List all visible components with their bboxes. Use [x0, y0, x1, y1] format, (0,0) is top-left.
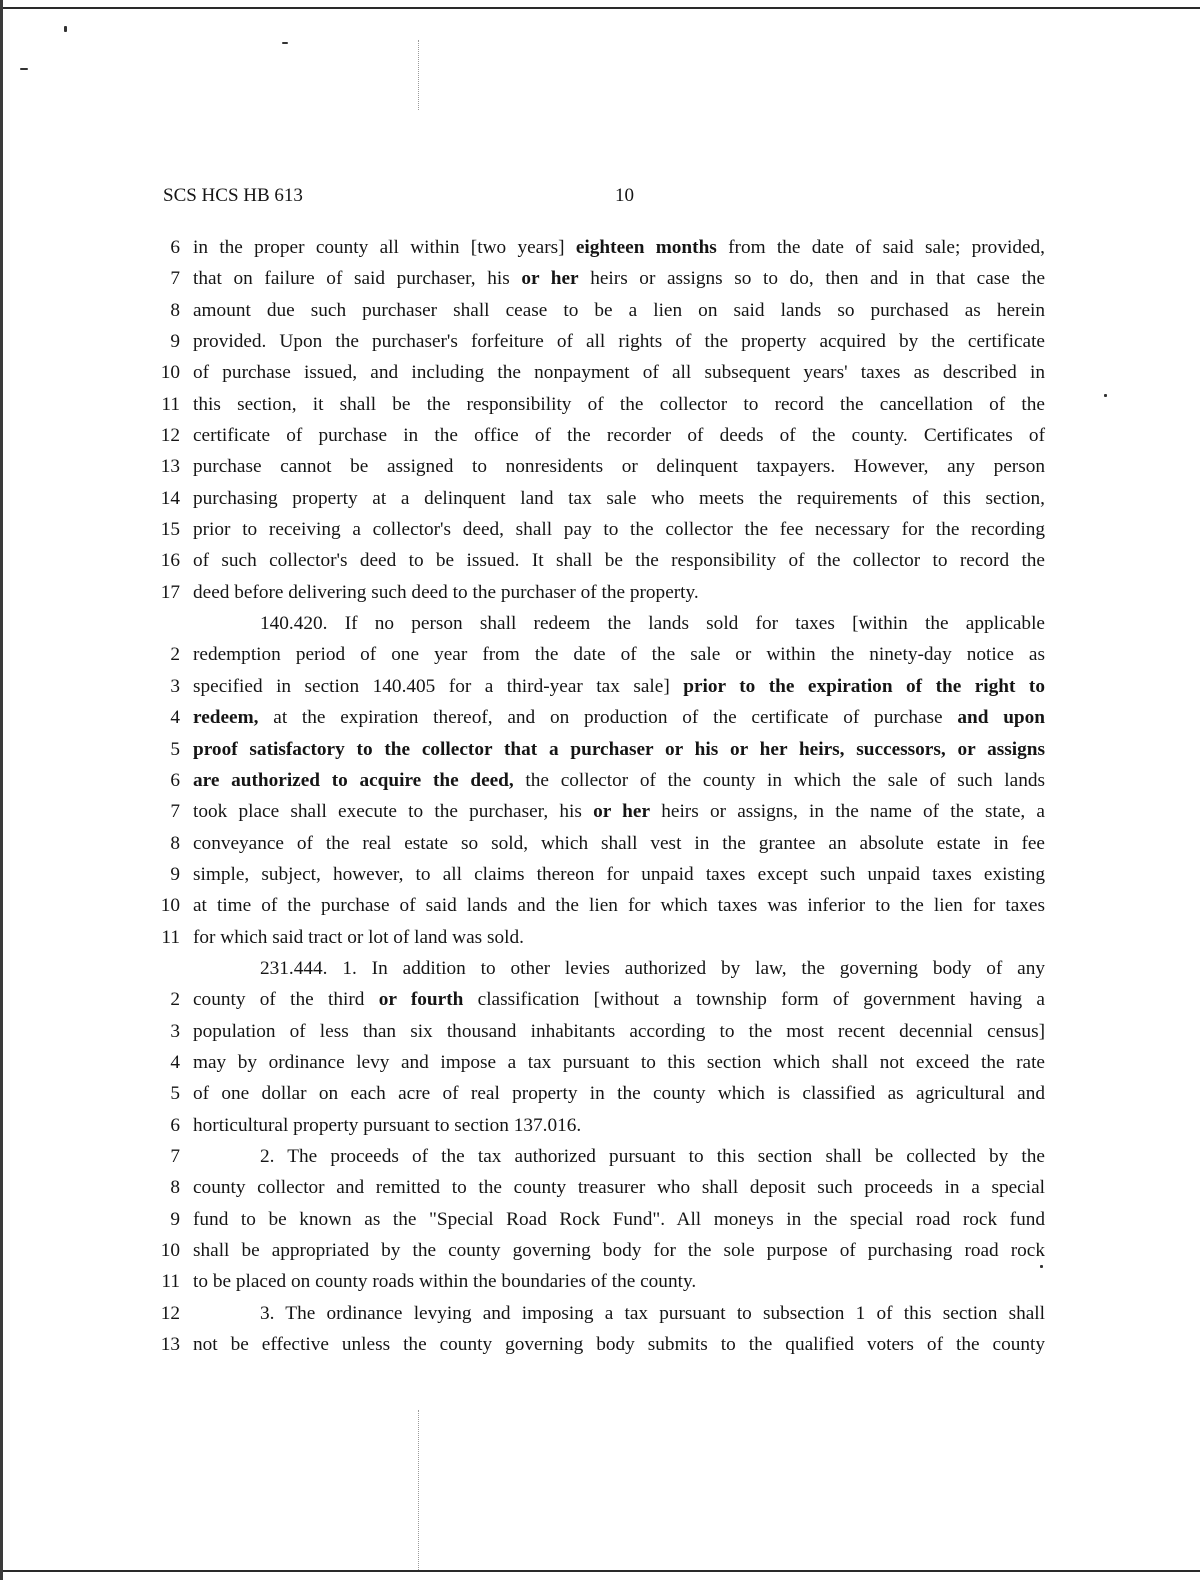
- line-number: 5: [170, 1083, 180, 1105]
- amended-text: prior to the expiration of the right to: [683, 675, 1045, 697]
- statute-text: from the date of said sale; provided,: [716, 237, 1045, 258]
- line-number: 12: [160, 1302, 180, 1324]
- scan-border-left: [0, 0, 3, 1580]
- statute-text: simple, subject, however, to all claims thereon for unpaid taxes except such unpaid taxes existing: [193, 863, 1045, 885]
- line-text: [193, 389, 1045, 420]
- line-text: [193, 1016, 1045, 1047]
- bill-line: [150, 232, 1045, 263]
- statute-text: the collector of the county in which the sale of such lands: [513, 769, 1045, 791]
- bill-line: [150, 420, 1045, 451]
- line-number: 7: [170, 268, 180, 290]
- statute-text: specified in section 140.405 for a third-year tax sale]: [193, 675, 684, 697]
- bill-line: [150, 451, 1045, 482]
- bill-line: [150, 1329, 1045, 1360]
- scan-fold-line: [418, 1410, 419, 1570]
- statute-text: shall be appropriated by the county governing body for the sole purpose of purchasing road rock: [193, 1240, 1045, 1261]
- bill-line: [150, 828, 1045, 859]
- statute-text: of purchase issued, and including the nonpayment of all subsequent years' taxes as described in: [193, 362, 1045, 384]
- amended-text: redeem,: [193, 707, 259, 729]
- statute-text: redemption period of one year from the date of the sale or within the ninety-day notice as: [193, 644, 1045, 666]
- line-text: [193, 1329, 1045, 1360]
- line-text: [193, 295, 1045, 326]
- statute-text: 231.444. 1. In addition to other levies authorized by law, the governing body of any: [260, 957, 1045, 979]
- line-number: 4: [170, 1051, 180, 1073]
- amended-text: or her: [521, 268, 579, 290]
- line-number: 9: [170, 1208, 180, 1230]
- line-number: 7: [170, 801, 180, 823]
- line-number: 6: [170, 1114, 180, 1136]
- line-text: [193, 263, 1045, 294]
- bill-line: [150, 357, 1045, 388]
- statute-text: at time of the purchase of said lands and the lien for which taxes was inferior to the lien for taxes: [193, 895, 1045, 917]
- statute-text: 140.420. If no person shall redeem the lands sold for taxes [within the applicable: [260, 613, 1045, 635]
- bill-line: [150, 1266, 1045, 1297]
- line-text: [193, 1204, 1045, 1235]
- amended-text: or her: [593, 801, 651, 823]
- statute-text: at the expiration thereof, and on production of the certificate of purchase: [258, 707, 958, 729]
- line-number: 17: [160, 581, 180, 603]
- line-text: [193, 420, 1045, 451]
- line-text: [193, 796, 1045, 827]
- line-number: 8: [170, 299, 180, 321]
- line-number: 10: [160, 362, 180, 384]
- bill-line: [150, 577, 1045, 608]
- statute-text: conveyance of the real estate so sold, which shall vest in the grantee an absolute estate in fee: [193, 832, 1045, 854]
- statute-text: population of less than six thousand inhabitants according to the most recent decennial census]: [193, 1020, 1045, 1042]
- statute-text: may by ordinance levy and impose a tax pursuant to this section which shall not exceed the rate: [193, 1051, 1045, 1073]
- scan-speck: [20, 68, 28, 70]
- line-number: 10: [160, 895, 180, 917]
- line-text: [193, 671, 1045, 702]
- line-text: [193, 702, 1045, 733]
- line-number: 2: [170, 989, 180, 1011]
- line-text: [193, 326, 1045, 357]
- bill-line: [150, 1204, 1045, 1235]
- bill-line: [150, 389, 1045, 420]
- page-number: 10: [615, 185, 634, 206]
- line-number: 8: [170, 1177, 180, 1199]
- line-text: [260, 608, 1045, 639]
- statute-text: for which said tract or lot of land was sold.: [193, 926, 524, 948]
- line-number: 14: [160, 487, 180, 509]
- statute-text: 3. The ordinance levying and imposing a tax pursuant to subsection 1 of this section shall: [260, 1302, 1045, 1324]
- line-number: 9: [170, 331, 180, 353]
- statute-text: classification [without a township form of government having a: [463, 989, 1045, 1011]
- line-number: 10: [160, 1240, 180, 1261]
- bill-line: [150, 734, 1045, 765]
- line-number: 3: [170, 675, 180, 697]
- line-number: 5: [170, 738, 180, 760]
- line-number: 11: [161, 393, 180, 415]
- bill-line: [150, 1172, 1045, 1203]
- statute-text: heirs or assigns, in the name of the state, a: [650, 801, 1045, 823]
- line-text: [193, 1110, 1045, 1141]
- bill-line: [150, 1141, 1045, 1172]
- line-text: [193, 765, 1045, 796]
- statute-text: heirs or assigns so to do, then and in that case the: [578, 268, 1046, 290]
- line-text: [193, 1266, 1045, 1297]
- bill-line: [150, 639, 1045, 670]
- line-number: 13: [160, 1334, 180, 1356]
- line-text: [193, 1235, 1045, 1266]
- bill-id: SCS HCS HB 613: [163, 185, 303, 206]
- statute-text: of one dollar on each acre of real property in the county which is classified as agricultural and: [193, 1083, 1045, 1105]
- statute-text: provided. Upon the purchaser's forfeiture of all rights of the property acquired by the certificate: [193, 331, 1045, 353]
- line-number: 15: [160, 519, 180, 541]
- amended-text: proof satisfactory to the collector that a purchaser or his or her heirs, successors, or assigns: [193, 738, 1045, 760]
- page-header: [163, 185, 1003, 211]
- bill-text-body: [150, 232, 1045, 1360]
- statute-text: 2. The proceeds of the tax authorized pursuant to this section shall be collected by the: [260, 1145, 1045, 1167]
- line-text: [193, 1078, 1045, 1109]
- scan-fold-line: [418, 40, 419, 110]
- bill-line: [150, 953, 1045, 984]
- statute-text: prior to receiving a collector's deed, shall pay to the collector the fee necessary for the recording: [193, 519, 1045, 541]
- bill-line: [150, 608, 1045, 639]
- line-text: [193, 1047, 1045, 1078]
- line-number: 3: [170, 1020, 180, 1042]
- bill-line: [150, 263, 1045, 294]
- line-text: [193, 890, 1045, 921]
- statute-text: county collector and remitted to the county treasurer who shall deposit such proceeds in a special: [193, 1177, 1045, 1199]
- amended-text: are authorized to acquire the deed,: [193, 769, 514, 791]
- line-number: 6: [170, 769, 180, 791]
- line-text: [193, 639, 1045, 670]
- statute-text: that on failure of said purchaser, his: [193, 268, 522, 290]
- line-text: [193, 828, 1045, 859]
- line-number: 16: [160, 550, 180, 572]
- bill-line: [150, 295, 1045, 326]
- line-text: [193, 577, 1045, 608]
- bill-line: [150, 1016, 1045, 1047]
- line-text: [260, 953, 1045, 984]
- line-text: [193, 859, 1045, 890]
- statute-text: county of the third: [193, 989, 379, 1011]
- amended-text: and upon: [957, 707, 1046, 729]
- line-number: 6: [170, 237, 180, 258]
- bill-line: [150, 1298, 1045, 1329]
- bill-line: [150, 326, 1045, 357]
- bill-line: [150, 702, 1045, 733]
- statute-text: deed before delivering such deed to the purchaser of the property.: [193, 581, 699, 603]
- line-text: [193, 984, 1045, 1015]
- scan-border-bottom: [0, 1570, 1200, 1572]
- line-number: 12: [160, 425, 180, 447]
- bill-line: [150, 984, 1045, 1015]
- bill-line: [150, 1235, 1045, 1266]
- amended-text: eighteen months: [575, 237, 717, 258]
- statute-text: purchasing property at a delinquent land tax sale who meets the requirements of this section,: [193, 487, 1045, 509]
- statute-text: took place shall execute to the purchaser, his: [193, 801, 594, 823]
- line-text: [193, 357, 1045, 388]
- bill-line: [150, 859, 1045, 890]
- bill-line: [150, 922, 1045, 953]
- line-text: [260, 1141, 1045, 1172]
- line-text: [193, 922, 1045, 953]
- scan-speck: [1104, 394, 1107, 397]
- line-text: [193, 514, 1045, 545]
- amended-text: or fourth: [378, 989, 464, 1011]
- line-text: [260, 1298, 1045, 1329]
- line-number: 2: [170, 644, 180, 666]
- scan-speck: [282, 42, 288, 44]
- line-text: [193, 734, 1045, 765]
- bill-line: [150, 796, 1045, 827]
- bill-line: [150, 671, 1045, 702]
- line-number: 9: [170, 863, 180, 885]
- bill-line: [150, 1047, 1045, 1078]
- statute-text: horticultural property pursuant to section 137.016.: [193, 1114, 582, 1136]
- statute-text: purchase cannot be assigned to nonresidents or delinquent taxpayers. However, any person: [193, 456, 1045, 478]
- line-text: [193, 232, 1045, 263]
- statute-text: amount due such purchaser shall cease to be a lien on said lands so purchased as herein: [193, 299, 1045, 321]
- statute-text: to be placed on county roads within the boundaries of the county.: [193, 1271, 697, 1293]
- line-number: 11: [161, 926, 180, 948]
- line-number: 7: [170, 1145, 180, 1167]
- line-text: [193, 451, 1045, 482]
- line-number: 4: [170, 707, 180, 729]
- bill-line: [150, 890, 1045, 921]
- line-text: [193, 483, 1045, 514]
- bill-line: [150, 545, 1045, 576]
- bill-line: [150, 765, 1045, 796]
- statute-text: this section, it shall be the responsibility of the collector to record the cancellation of the: [193, 393, 1045, 415]
- statute-text: fund to be known as the "Special Road Rock Fund". All moneys in the special road rock fund: [193, 1208, 1045, 1230]
- line-text: [193, 1172, 1045, 1203]
- statute-text: in the proper county all within [two years]: [193, 237, 576, 258]
- bill-line: [150, 1110, 1045, 1141]
- statute-text: of such collector's deed to be issued. It shall be the responsibility of the collector to record the: [193, 550, 1045, 572]
- bill-line: [150, 483, 1045, 514]
- line-number: 8: [170, 832, 180, 854]
- statute-text: not be effective unless the county governing body submits to the qualified voters of the county: [193, 1334, 1045, 1356]
- scan-border-top: [0, 7, 1200, 9]
- scan-speck: [64, 26, 67, 32]
- line-number: 11: [161, 1271, 180, 1293]
- line-number: 13: [160, 456, 180, 478]
- bill-line: [150, 514, 1045, 545]
- line-text: [193, 545, 1045, 576]
- statute-text: certificate of purchase in the office of the recorder of deeds of the county. Certificates of: [193, 425, 1045, 447]
- bill-line: [150, 1078, 1045, 1109]
